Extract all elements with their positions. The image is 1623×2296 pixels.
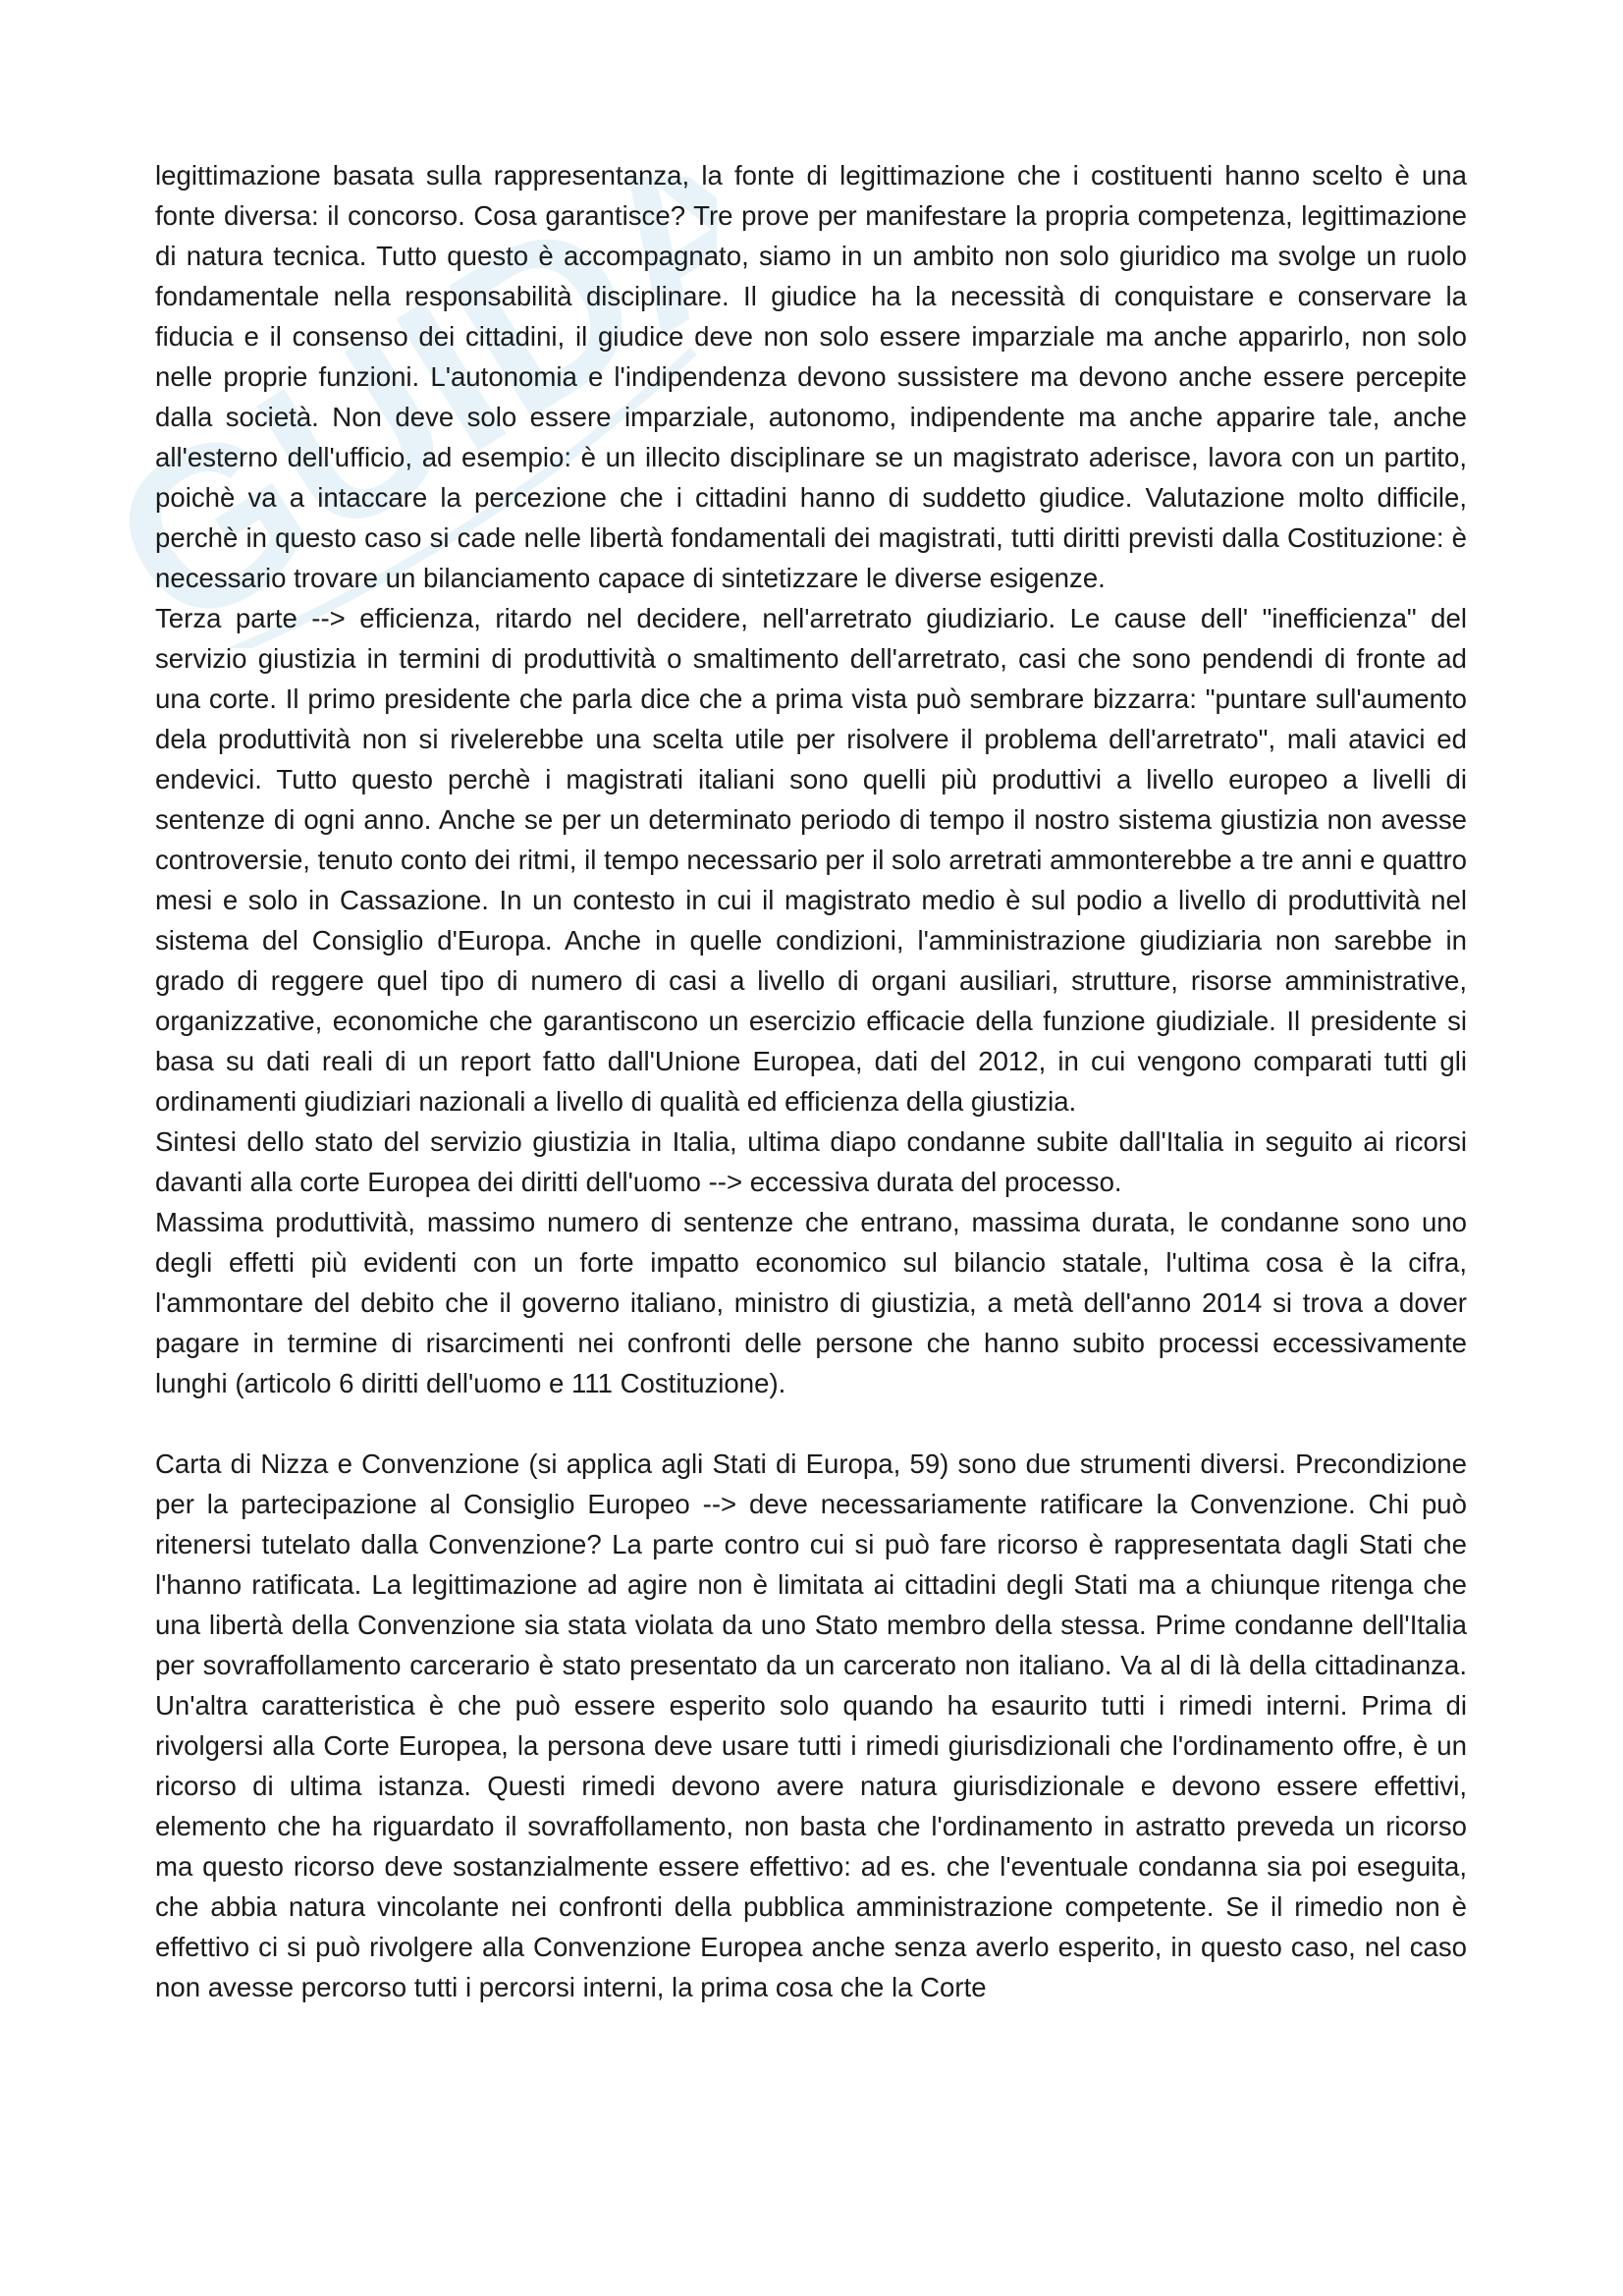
paragraph: Massima produttività, massimo numero di sentenze che entrano, massima durata, le condanne sono uno degli effetti più evidenti con un forte impatto economico sul bilancio statale, l'ultima cosa è la cifra, l'ammontare del debito che il governo italiano, ministro di giustizia, a metà dell'anno 2014 si trova a dover pagare in termine di risarcimenti nei confronti delle persone che hanno subito processi eccessivamente lunghi (articolo 6 diritti dell'uomo e 111 Costituzione). (155, 1207, 1467, 1398)
paragraph: Terza parte --> efficienza, ritardo nel decidere, nell'arretrato giudiziario. Le cause dell' "inefficienza" del servizio giustizia in termini di produttività o smaltimento dell'arretrato, casi che sono pendendi di fronte ad una corte. Il primo presidente che parla dice che a prima vista può sembrare bizzarra: "puntare sull'aumento dela produttività non si rivelerebbe una scelta utile per risolvere il problema dell'arretrato", mali atavici ed endevici. Tutto questo perchè i magistrati italiani sono quelli più produttivi a livello europeo a livelli di sentenze di ogni anno. Anche se per un determinato periodo di tempo il nostro sistema giustizia non avesse controversie, tenuto conto dei ritmi, il tempo necessario per il solo arretrati ammonterebbe a tre anni e quattro mesi e solo in Cassazione. In un contesto in cui il magistrato medio è sul podio a livello di produttività nel sistema del Consiglio d'Europa. Anche in quelle condizioni, l'amministrazione giudiziaria non sarebbe in grado di reggere quel tipo di numero di casi a livello di organi ausiliari, strutture, risorse amministrative, organizzative, economiche che garantiscono un esercizio efficacie della funzione giudiziale. Il presidente si basa su dati reali di un report fatto dall'Unione Europea, dati del 2012, in cui vengono comparati tutti gli ordinamenti giudiziari nazionali a livello di qualità ed efficienza della giustizia. (155, 603, 1467, 1117)
svg-text:GUIDA: GUIDA (70, 177, 717, 648)
paragraph-gap (155, 1403, 1467, 1444)
paragraph: Sintesi dello stato del servizio giustizia in Italia, ultima diapo condanne subite dall'Italia in seguito ai ricorsi davanti alla corte Europea dei diritti dell'uomo --> eccessiva durata del processo. (155, 1126, 1467, 1197)
document-body (155, 155, 1467, 2007)
paragraph: legittimazione basata sulla rappresentanza, la fonte di legittimazione che i costituenti hanno scelto è una fonte diversa: il concorso. Cosa garantisce? Tre prove per manifestare la propria competenza, legittimazione di natura tecnica. Tutto questo è accompagnato, siamo in un ambito non solo giuridico ma svolge un ruolo fondamentale nella responsabilità disciplinare. Il giudice ha la necessità di conquistare e conservare la fiducia e il consenso dei cittadini, il giudice deve non solo essere imparziale ma anche apparirlo, non solo nelle proprie funzioni. L'autonomia e l'indipendenza devono sussistere ma devono anche essere percepite dalla società. Non deve solo essere imparziale, autonomo, indipendente ma anche apparire tale, anche all'esterno dell'ufficio, ad esempio: è un illecito disciplinare se un magistrato aderisce, lavora con un partito, poichè va a intaccare la percezione che i cittadini hanno di suddetto giudice. Valutazione molto difficile, perchè in questo caso si cade nelle libertà fondamentali dei magistrati, tutti diritti previsti dalla Costituzione: è necessario trovare un bilanciamento capace di sintetizzare le diverse esigenze. (155, 160, 1467, 593)
paragraph: Carta di Nizza e Convenzione (si applica agli Stati di Europa, 59) sono due strumenti diversi. Precondizione per la partecipazione al Consiglio Europeo --> deve necessariamente ratificare la Convenzione. Chi può ritenersi tutelato dalla Convenzione? La parte contro cui si può fare ricorso è rappresentata dagli Stati che l'hanno ratificata. La legittimazione ad agire non è limitata ai cittadini degli Stati ma a chiunque ritenga che una libertà della Convenzione sia stata violata da uno Stato membro della stessa. Prime condanne dell'Italia per sovraffollamento carcerario è stato presentato da un carcerato non italiano. Va al di là della cittadinanza. Un'altra caratteristica è che può essere esperito solo quando ha esaurito tutti i rimedi interni. Prima di rivolgersi alla Corte Europea, la persona deve usare tutti i rimedi giurisdizionali che l'ordinamento offre, è un ricorso di ultima istanza. Questi rimedi devono avere natura giurisdizionale e devono essere effettivi, elemento che ha riguardato il sovraffollamento, non basta che l'ordinamento in astratto preveda un ricorso ma questo ricorso deve sostanzialmente essere effettivo: ad es. che l'eventuale condanna sia poi eseguita, che abbia natura vincolante nei confronti della pubblica amministrazione competente. Se il rimedio non è effettivo ci si può rivolgere alla Convenzione Europea anche senza averlo esperito, in questo caso, nel caso non avesse percorso tutti i percorsi interni, la prima cosa che la Corte (155, 1449, 1467, 2002)
